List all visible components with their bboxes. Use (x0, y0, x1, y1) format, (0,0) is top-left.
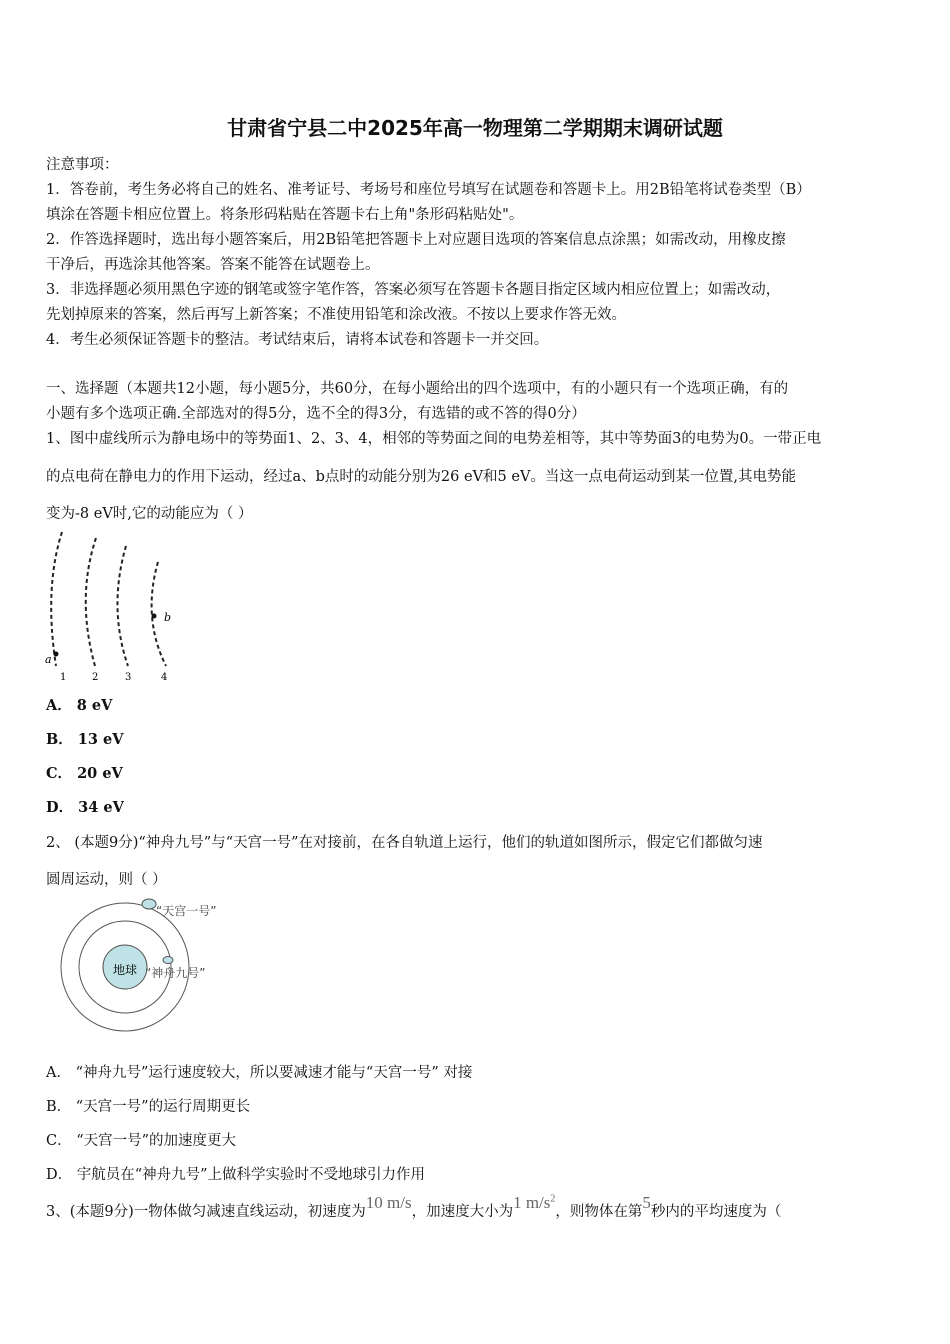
q3-acceleration-exponent: 2 (550, 1193, 556, 1205)
q3-line-1 (46, 1193, 916, 1221)
notice-line-6: 先划掉原来的答案，然后再写上新答案；不准使用铅笔和涂改液。不按以上要求作答无效。 (46, 307, 626, 323)
notice-line-7: 4．考生必须保证答题卡的整洁。考试结束后，请将本试卷和答题卡一并交回。 (46, 332, 549, 348)
q2-line-2: 圆周运动，则（ ） (46, 872, 167, 888)
q2-line-1: 2、 (本题9分)“神舟九号”与“天宫一号”在对接前，在各自轨道上运行，他们的轨道如图所示，假定它们都做匀速 (46, 835, 763, 851)
label-3: 3 (125, 672, 132, 683)
q1-option-a: A． 8 eV (46, 697, 113, 714)
section1-line-2: 小题有多个选项正确.全部选对的得5分，选不全的得3分，有选错的或不答的得0分） (46, 406, 586, 422)
label-a: a (45, 653, 52, 666)
q1-option-b: B． 13 eV (46, 731, 124, 748)
page-title: 甘肃省宁县二中2025年高一物理第二学期期末调研试题 (227, 116, 723, 140)
point-b (152, 614, 157, 619)
shenzhou-label: “神舟九号” (145, 966, 206, 980)
tiangong-label: “天宫一号” (156, 904, 217, 918)
q1-option-c: C． 20 eV (46, 765, 123, 782)
q3-acceleration (513, 1193, 555, 1212)
notice-line-5: 3．非选择题必须用黑色字迹的钢笔或签字笔作答，答案必须写在答题卡各题目指定区域内相应位置上；如需改动， (46, 282, 781, 298)
q3-initial-velocity: 10 m/s (365, 1193, 412, 1212)
label-2: 2 (92, 672, 99, 683)
q1-option-d: D． 34 eV (46, 799, 124, 816)
label-1: 1 (60, 672, 67, 683)
q2-option-c: C． “天宫一号”的加速度更大 (46, 1133, 237, 1149)
q1-line-3: 变为-8 eV时,它的动能应为（ ） (46, 506, 253, 522)
point-a (54, 652, 59, 657)
label-b: b (164, 611, 172, 624)
shenzhou-satellite (163, 957, 173, 964)
q3-text-1: 3、(本题9分)一物体做匀减速直线运动，初速度为 (46, 1204, 366, 1220)
q3-text-2: ，加速度大小为 (411, 1204, 514, 1220)
q1-line-1: 1、图中虚线所示为静电场中的等势面1、2、3、4，相邻的等势面之间的电势差相等，其中等势面3的电势为0。一带正电 (46, 431, 822, 447)
q1-line-2: 的点电荷在静电力的作用下运动，经过a、b点时的动能分别为26 eV和5 eV。当这一点电荷运动到某一位置,其电势能 (46, 469, 797, 485)
earth-label: 地球 (113, 963, 138, 977)
orbit-figure (58, 894, 258, 1044)
q3-acceleration-value: 1 m/s (513, 1193, 551, 1212)
notice-line-4: 干净后，再选涂其他答案。答案不能答在试题卷上。 (46, 257, 380, 273)
equipotential-line-3 (117, 546, 128, 666)
q3-text-4: 秒内的平均速度为（ (650, 1204, 782, 1220)
q3-second-number: 5 (642, 1193, 651, 1212)
equipotential-line-1 (51, 532, 62, 666)
label-4: 4 (161, 672, 168, 683)
notice-line-3: 2．作答选择题时，选出每小题答案后，用2B铅笔把答题卡上对应题目选项的答案信息点涂黑；如需改动，用橡皮擦 (46, 232, 786, 248)
notice-line-1: 1．答卷前，考生务必将自己的姓名、准考证号、考场号和座位号填写在试题卷和答题卡上。用2B铅笔将试卷类型（B） (46, 182, 811, 198)
q2-option-b: B． “天宫一号”的运行周期更长 (46, 1099, 251, 1115)
notice-line-2: 填涂在答题卡相应位置上。将条形码粘贴在答题卡右上角"条形码粘贴处"。 (46, 207, 524, 223)
section1-line-1: 一、选择题（本题共12小题，每小题5分，共60分，在每小题给出的四个选项中，有的小题只有一个选项正确，有的 (46, 381, 789, 397)
q2-option-d: D． 宇航员在“神舟九号”上做科学实验时不受地球引力作用 (46, 1167, 426, 1183)
q2-option-a: A． “神舟九号”运行速度较大，所以要减速才能与“天宫一号” 对接 (46, 1065, 473, 1081)
notice-heading: 注意事项： (46, 157, 119, 173)
q3-text-3: ，则物体在第 (555, 1204, 643, 1220)
equipotential-figure (40, 528, 190, 688)
tiangong-satellite (142, 899, 156, 909)
equipotential-line-2 (86, 538, 96, 666)
